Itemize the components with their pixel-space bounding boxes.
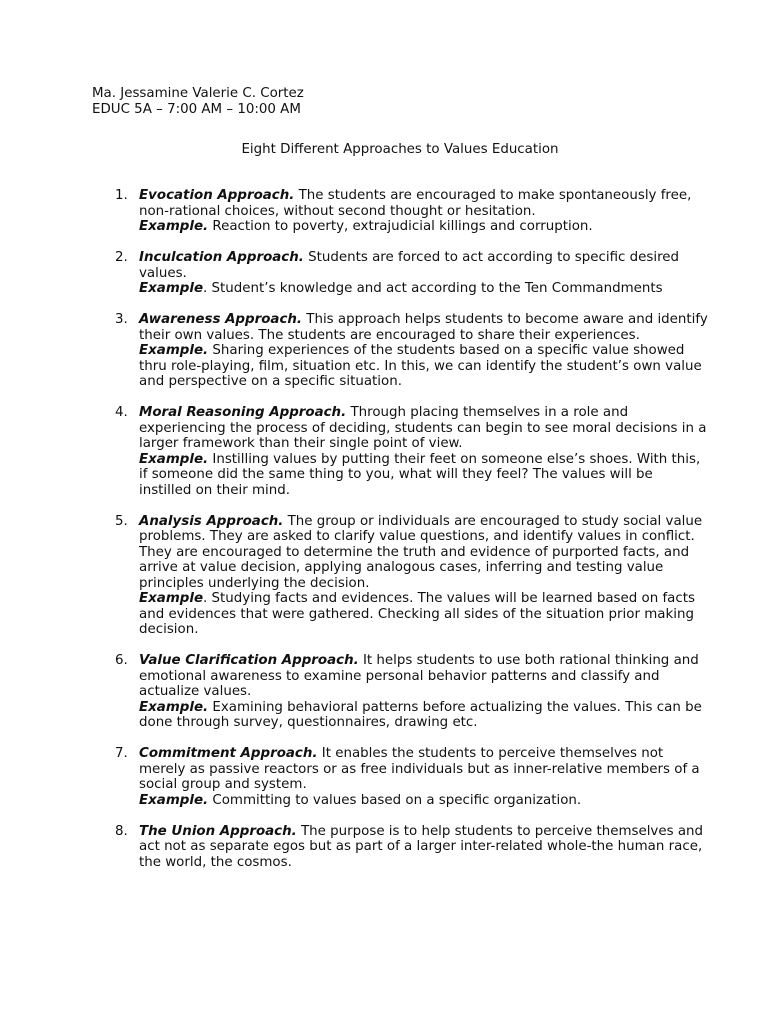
- approach-name: Value Clarification Approach.: [139, 653, 359, 668]
- list-number: 4.: [115, 405, 128, 420]
- example-text: . Student’s knowledge and act according to the Ten Commandments: [203, 281, 663, 296]
- approach-item-2: [92, 250, 708, 297]
- example-line: [139, 700, 708, 731]
- approach-description: The purpose is to help students to perceive themselves and act not as separate egos but as part of a larger inter-related whole-the human race, the world, the cosmos.: [139, 823, 704, 870]
- approach-name: Analysis Approach.: [139, 513, 284, 529]
- example-text: . Studying facts and evidences. The values will be learned based on facts and evidences that were gathered. Checking all sides of the situation prior making decision.: [139, 591, 695, 637]
- example-label: Example.: [139, 699, 209, 715]
- list-number: 5.: [115, 513, 128, 529]
- approach-description: Students are forced to act according to specific desired values.: [139, 250, 680, 281]
- class-info: EDUC 5A – 7:00 AM – 10:00 AM: [92, 102, 301, 117]
- example-line: [139, 281, 708, 297]
- approach-item-5: [92, 514, 708, 638]
- approach-name: Moral Reasoning Approach.: [139, 405, 347, 420]
- example-text: Sharing experiences of the students based on a specific value showed thru role-playing, film, situation etc. In this, we can identify the student’s own value and perspective on a specific situation.: [139, 343, 702, 389]
- example-line: [139, 343, 708, 390]
- example-label: Example.: [139, 219, 209, 234]
- document-title: Eight Different Approaches to Values Education: [241, 142, 559, 157]
- example-label: Example: [139, 281, 204, 296]
- list-number: 3.: [115, 312, 128, 327]
- approach-description: It helps students to use both rational thinking and emotional awareness to examine personal behavior patterns and classify and actualize values.: [139, 653, 699, 699]
- approach-name: Evocation Approach.: [139, 188, 295, 203]
- approach-description: It enables the students to perceive themselves not merely as passive reactors or as free individuals but as inner-relative members of a social group and system.: [139, 746, 700, 792]
- approach-description: Through placing themselves in a role and experiencing the process of deciding, students can begin to see moral decisions in a larger framework than their single point of view.: [139, 405, 707, 451]
- approach-item-1: [92, 188, 708, 235]
- list-number: 6.: [115, 653, 128, 668]
- author-name: Ma. Jessamine Valerie C. Cortez: [92, 86, 304, 101]
- example-line: [139, 591, 708, 638]
- approaches-list: [92, 188, 708, 870]
- list-number: 7.: [115, 746, 128, 761]
- list-number: 8.: [115, 823, 128, 839]
- approach-description: The group or individuals are encouraged to study social value problems. They are asked to clarify value questions, and identify values in conflict. They are encouraged to determine the truth and evidence of purported facts, and arrive at value decision, applying analogous cases, inferring and testing value principles underlying the decision.: [139, 513, 703, 591]
- example-label: Example: [139, 591, 204, 606]
- example-label: Example.: [139, 792, 209, 808]
- approach-description: The students are encouraged to make spontaneously free, non-rational choices, without second thought or hesitation.: [139, 188, 692, 219]
- example-text: Committing to values based on a specific organization.: [208, 792, 582, 808]
- approach-name: Inculcation Approach.: [139, 250, 304, 265]
- approach-item-8: [92, 824, 708, 871]
- approach-item-7: [92, 746, 708, 808]
- list-number: 2.: [115, 250, 128, 265]
- example-line: [139, 793, 708, 809]
- approach-description: This approach helps students to become aware and identify their own values. The students are encouraged to share their experiences.: [139, 312, 708, 343]
- example-label: Example.: [139, 343, 209, 358]
- approach-name: Awareness Approach.: [139, 312, 303, 327]
- approach-name: Commitment Approach.: [139, 746, 318, 761]
- approach-item-6: [92, 653, 708, 731]
- example-text: Examining behavioral patterns before actualizing the values. This can be done through survey, questionnaires, drawing etc.: [139, 699, 702, 730]
- example-text: Instilling values by putting their feet on someone else’s shoes. With this, if someone did the same thing to you, what will they feel? The values will be instilled on their mind.: [139, 451, 701, 498]
- example-text: Reaction to poverty, extrajudicial killings and corruption.: [208, 219, 593, 234]
- approach-item-3: [92, 312, 708, 390]
- example-label: Example.: [139, 451, 209, 467]
- example-line: [139, 219, 708, 235]
- approach-name: The Union Approach.: [139, 823, 297, 839]
- example-line: [139, 452, 708, 499]
- list-number: 1.: [115, 188, 128, 203]
- approach-item-4: [92, 405, 708, 498]
